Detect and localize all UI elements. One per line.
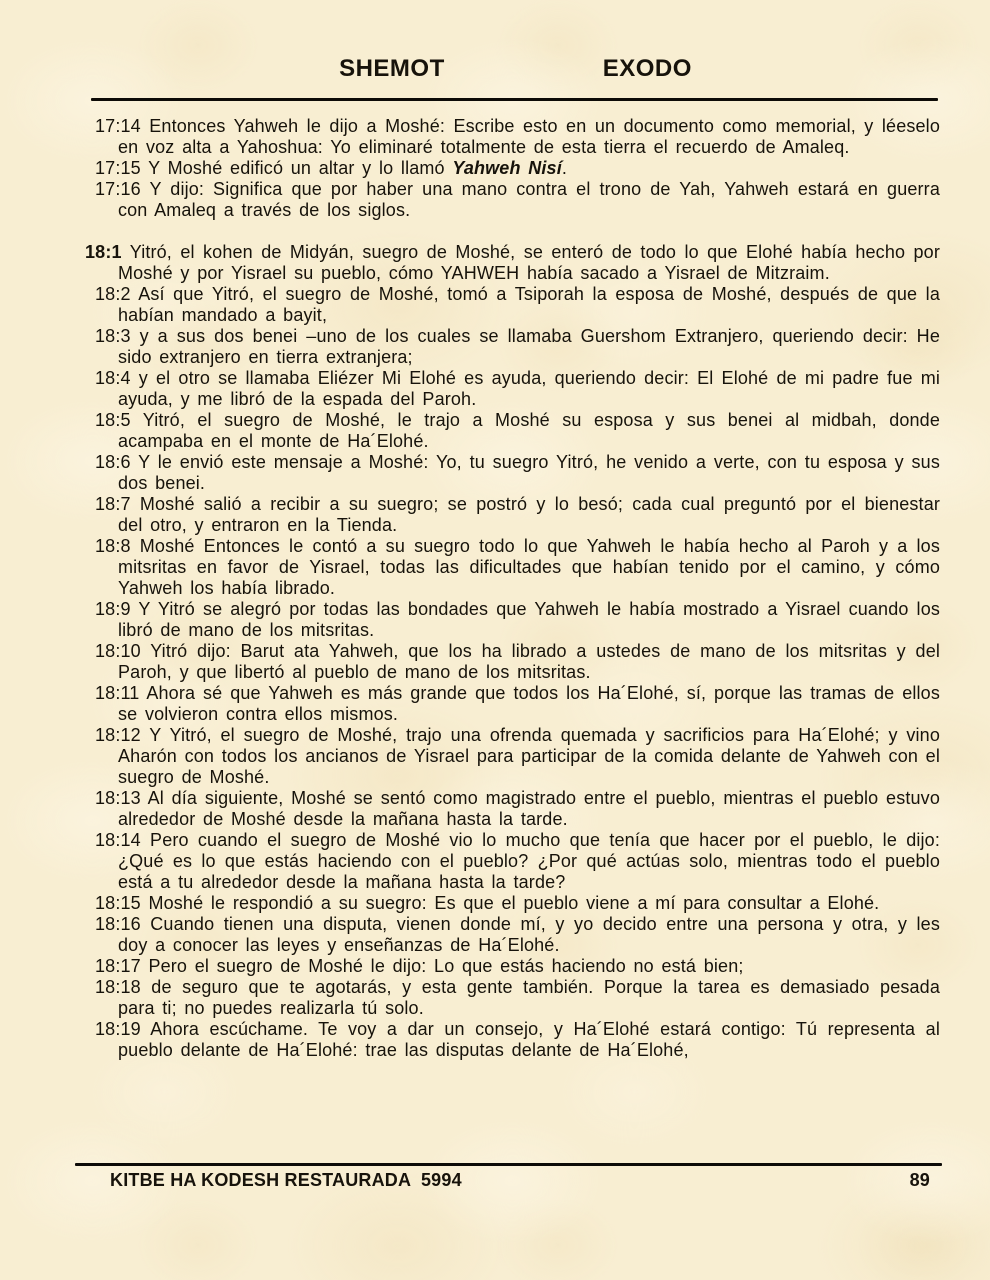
- page-footer: [110, 1171, 930, 1191]
- verse-number: 18:9: [95, 599, 131, 619]
- footer-page-number: 89: [909, 1170, 930, 1190]
- verse-number: 18:5: [95, 410, 131, 430]
- verse-number: 17:16: [95, 179, 141, 199]
- verse-list: [0, 116, 990, 1061]
- verse-18-10: [95, 641, 941, 683]
- verse-18-6: [95, 452, 940, 494]
- verse-number: 18:8: [95, 536, 131, 556]
- verse-number: 18:10: [95, 641, 141, 661]
- verse-18-2: [95, 284, 940, 326]
- verse-number: 18:15: [95, 893, 141, 913]
- verse-number: 18:12: [95, 725, 141, 745]
- verse-text: Ahora escúchame. Te voy a dar un consejo, y Ha´Elohé estará contigo: Tú representa al pueblo delante de Ha´Elohé: trae las disputas delante de Ha´Elohé,: [118, 1019, 940, 1060]
- footer-rule: [75, 1163, 942, 1166]
- verse-18-12: [95, 725, 941, 788]
- verse-text: Moshé Entonces le contó a su suegro todo lo que Yahweh le había hecho al Paroh y a los mitsritas en favor de Yisrael, todas las dificultades que habían tenido por el camino, y cómo Yahweh los había librado.: [118, 536, 940, 598]
- verse-17-16: [95, 179, 940, 221]
- verse-text: Y Yitró, el suegro de Moshé, trajo una ofrenda quemada y sacrificios para Ha´Elohé; y vino Aharón con todos los ancianos de Yisrael para participar de la comida delante de Yahweh con el suegro de Moshé.: [118, 725, 941, 787]
- verse-text: Y le envió este mensaje a Moshé: Yo, tu suegro Yitró, he venido a verte, con tu esposa y sus dos benei.: [118, 452, 940, 493]
- verse-number: 18:18: [95, 977, 141, 997]
- verse-text: de seguro que te agotarás, y esta gente también. Porque la tarea es demasiado pesada para ti; no puedes realizarla tú solo.: [118, 977, 940, 1018]
- verse-18-16: [95, 914, 940, 956]
- page-header: [91, 57, 940, 81]
- verse-18-4: [95, 368, 941, 410]
- book-title-left: SHEMOT: [339, 55, 445, 82]
- verse-18-14: [95, 830, 940, 893]
- verse-18-19: [95, 1019, 940, 1061]
- verse-text: y el otro se llamaba Eliézer Mi Elohé es ayuda, queriendo decir: El Elohé de mi padre fue mi ayuda, y me libró de la espada del Paroh.: [118, 368, 941, 409]
- verse-18-17: [95, 956, 940, 977]
- verse-18-7: [95, 494, 940, 536]
- verse-18-15: [95, 893, 940, 914]
- verse-number: 18:3: [95, 326, 131, 346]
- verse-18-18: [95, 977, 940, 1019]
- verse-text: Yitró, el suegro de Moshé, le trajo a Moshé su esposa y sus benei al midbah, donde acampaba en el monte de Ha´Elohé.: [118, 410, 940, 451]
- verse-text: Moshé salió a recibir a su suegro; se postró y lo besó; cada cual preguntó por el bienestar del otro, y entraron en la Tienda.: [118, 494, 940, 535]
- verse-text: y a sus dos benei –uno de los cuales se llamaba Guershom Extranjero, queriendo decir: He sido extranjero en tierra extranjera;: [118, 326, 940, 367]
- verse-18-13: [95, 788, 940, 830]
- divine-name-emphasis: Yahweh Nisí: [452, 158, 562, 178]
- verse-number: 18:17: [95, 956, 141, 976]
- verse-number: 18:11: [95, 683, 140, 703]
- verse-text: Pero el suegro de Moshé le dijo: Lo que estás haciendo no está bien;: [148, 956, 744, 976]
- verse-17-15: [95, 158, 940, 179]
- verse-text: Entonces Yahweh le dijo a Moshé: Escribe esto en un documento como memorial, y léeselo en voz alta a Yahoshua: Yo eliminaré totalmente de esta tierra el recuerdo de Amaleq.: [118, 116, 940, 157]
- verse-text: Ahora sé que Yahweh es más grande que todos los Ha´Elohé, sí, porque las tramas de ellos se volvieron contra ellos mismos.: [118, 683, 940, 724]
- footer-imprint: KITBE HA KODESH RESTAURADA 5994: [110, 1170, 462, 1190]
- verse-number: 18:19: [95, 1019, 141, 1039]
- verse-number: 18:14: [95, 830, 141, 850]
- verse-18-9: [95, 599, 941, 641]
- verse-18-11: [95, 683, 940, 725]
- verse-text: Y Moshé edificó un altar y lo llamó: [148, 158, 453, 178]
- verse-text: Y dijo: Significa que por haber una mano contra el trono de Yah, Yahweh estará en guerra con Amaleq a través de los siglos.: [118, 179, 940, 220]
- verse-18-8: [95, 536, 940, 599]
- verse-text: Yitró, el kohen de Midyán, suegro de Moshé, se enteró de todo lo que Elohé había hecho por Moshé y por Yisrael su pueblo, cómo YAHWEH había sacado a Yisrael de Mitzraim.: [118, 242, 940, 283]
- verse-text: Al día siguiente, Moshé se sentó como magistrado entre el pueblo, mientras el pueblo estuvo alrededor de Moshé desde la mañana hasta la tarde.: [118, 788, 940, 829]
- verse-number: 18:4: [95, 368, 131, 388]
- verse-18-3: [95, 326, 940, 368]
- verse-number: 17:14: [95, 116, 141, 136]
- verse-number: 18:6: [95, 452, 131, 472]
- header-rule: [91, 98, 938, 101]
- verse-text: Así que Yitró, el suegro de Moshé, tomó a Tsiporah la esposa de Moshé, después de que la habían mandado a bayit,: [118, 284, 940, 325]
- verse-number: 18:1: [85, 242, 122, 262]
- verse-number: 17:15: [95, 158, 141, 178]
- verse-17-14: [95, 116, 940, 158]
- verse-18-1: [85, 242, 940, 284]
- verse-number: 18:13: [95, 788, 141, 808]
- verse-text: Cuando tienen una disputa, vienen donde mí, y yo decido entre una persona y otra, y les doy a conocer las leyes y enseñanzas de Ha´Elohé.: [118, 914, 940, 955]
- verse-text: Yitró dijo: Barut ata Yahweh, que los ha librado a ustedes de mano de los mitsritas y del Paroh, y que libertó al pueblo de mano de los mitsritas.: [118, 641, 941, 682]
- verse-18-5: [95, 410, 940, 452]
- verse-number: 18:2: [95, 284, 131, 304]
- verse-number: 18:16: [95, 914, 141, 934]
- book-title-right: EXODO: [602, 55, 692, 82]
- verse-text: Moshé le respondió a su suegro: Es que el pueblo viene a mí para consultar a Elohé.: [148, 893, 880, 913]
- verse-number: 18:7: [95, 494, 131, 514]
- verse-text: .: [561, 158, 568, 178]
- verse-text: Pero cuando el suegro de Moshé vio lo mucho que tenía que hacer por el pueblo, le dijo: ¿Qué es lo que estás haciendo con el pueblo? ¿Por qué actúas solo, mientras todo el pueblo está a tu alrededor desde la mañana hasta la tarde?: [118, 830, 940, 892]
- verse-text: Y Yitró se alegró por todas las bondades que Yahweh le había mostrado a Yisrael cuando los libró de mano de los mitsritas.: [118, 599, 941, 640]
